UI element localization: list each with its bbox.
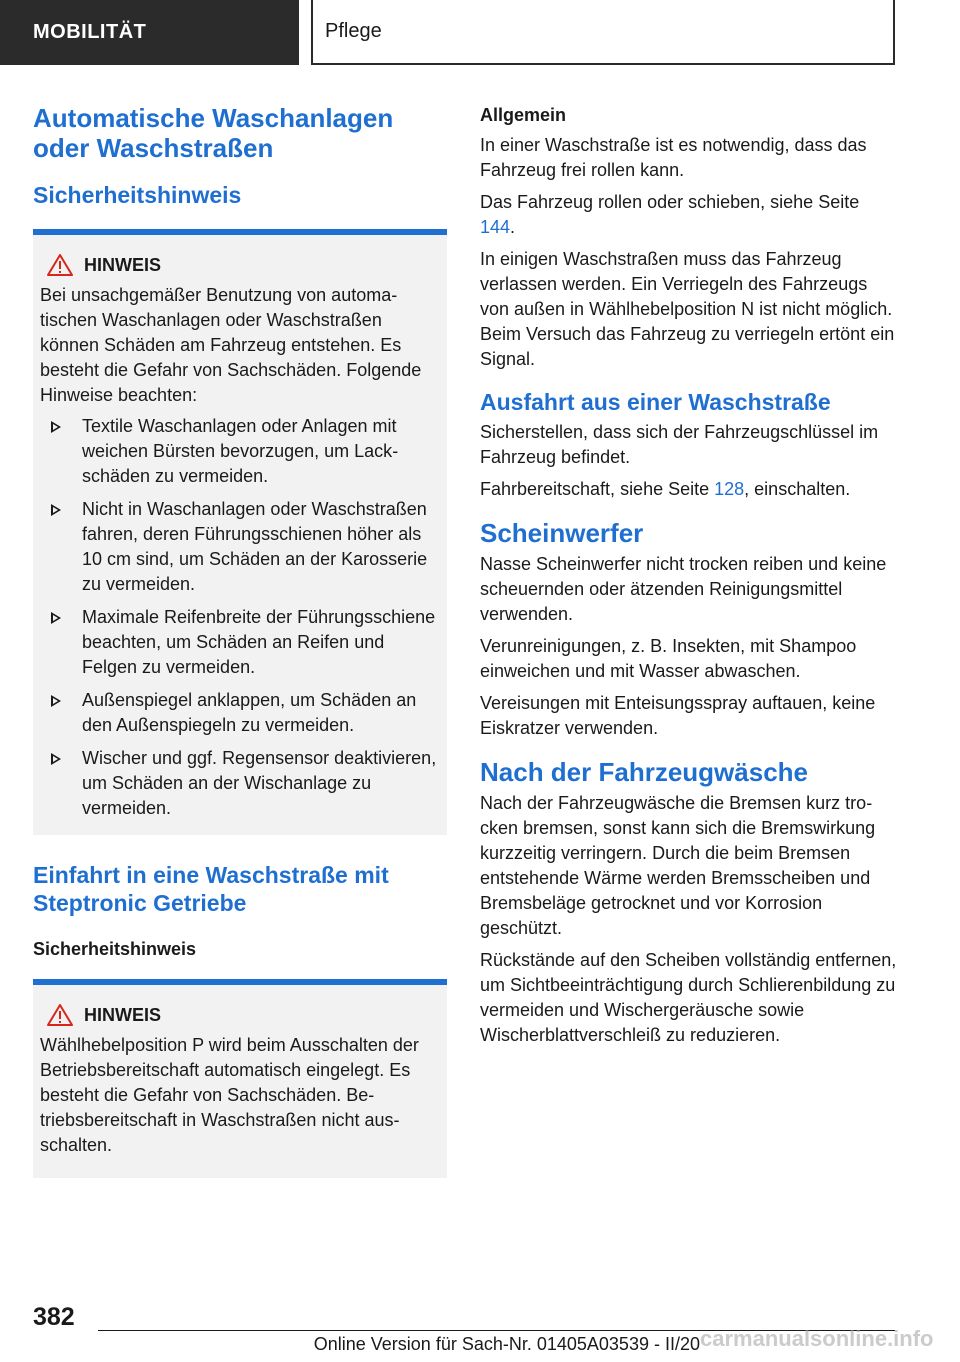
page-link-144[interactable]: 144: [480, 217, 511, 237]
headlights-title: Scheinwerfer: [480, 518, 644, 548]
warning-triangle-icon: [46, 253, 74, 277]
safety-subtitle-2: Sicherheitshinweis: [33, 939, 197, 959]
paragraph: Verunreinigungen, z. B. Insekten, mit Shampoo einweichen und mit Wasser abwaschen.: [480, 636, 857, 681]
chapter-tab[interactable]: [0, 0, 299, 65]
notice-text: Wählhebelposition P wird beim Ausschalten der Betriebsbereitschaft automatisch eingelegt. Es besteht die Gefahr von Sachschäden. Betriebsbereitschaft in Waschstraßen nicht ausschalten.: [40, 1035, 419, 1155]
chapter-label: MOBILITÄT: [33, 21, 147, 43]
paragraph: Sicherstellen, dass sich der Fahrzeugschlüssel im Fahrzeug befindet.: [480, 422, 879, 467]
paragraph: Fahrbereitschaft, siehe Seite 128, einschalten.: [480, 479, 851, 499]
main-title: Automatische Waschanlagen oder Waschstraßen: [33, 103, 394, 163]
list-item: Außenspiegel anklappen, um Schäden an den Außenspiegeln zu vermeiden.: [40, 688, 437, 738]
page-number: 382: [33, 1303, 75, 1331]
notice-header: [40, 1003, 437, 1027]
bullet-triangle-icon: [51, 695, 61, 707]
right-column: [480, 103, 898, 1055]
notice-title: HINWEIS: [84, 1004, 162, 1025]
bullet-triangle-icon: [51, 421, 61, 433]
notice-box-2: [33, 979, 447, 1178]
notice-header: [40, 253, 437, 277]
exit-title: Ausfahrt aus einer Waschstraße: [480, 389, 831, 415]
online-version-text: Online Version für Sach-Nr. 01405A03539 - II/20: [313, 1334, 700, 1354]
paragraph: Rückstände auf den Scheiben vollständig entfernen, um Sichtbeeinträchtigung durch Schlierenbildung zu vermeiden und Wischergeräusche sowie Wischerblattverschleiß zu reduzieren.: [480, 950, 897, 1045]
watermark: carmanualsonline.info: [700, 1326, 934, 1351]
section-header: [311, 0, 895, 65]
after-wash-title: Nach der Fahrzeugwäsche: [480, 757, 808, 787]
bullet-triangle-icon: [51, 753, 61, 765]
notice-box-1: [33, 229, 447, 835]
section-title-steptronic: Einfahrt in eine Waschstraße mit Steptronic Getriebe: [33, 862, 389, 916]
list-item: Wischer und ggf. Regensensor deaktivieren, um Schäden an der Wischanlage zu vermeiden.: [40, 746, 437, 821]
bullet-triangle-icon: [51, 612, 61, 624]
safety-subtitle: Sicherheitshinweis: [33, 182, 242, 208]
notice-text: Bei unsachgemäßer Benutzung von automatischen Waschanlagen oder Waschstraßen können Schäden am Fahrzeug entstehen. Es besteht die Gefahr von Sachschäden. Folgende Hinweise beachten:: [40, 285, 422, 405]
bullet-triangle-icon: [51, 504, 61, 516]
notice-list: [40, 414, 437, 821]
list-item: Nicht in Waschanlagen oder Waschstraßen fahren, deren Führungsschienen höher als 10 cm sind, um Schäden an der Karosserie zu vermeiden.: [40, 497, 437, 597]
paragraph: Nach der Fahrzeugwäsche die Bremsen kurz trocken bremsen, sonst kann sich die Bremswirkung kurzzeitig verringern. Durch die beim Bremsen entstehende Wärme werden Bremsscheiben und Bremsbeläge getrocknet und vor Korrosion geschützt.: [480, 793, 876, 938]
page-link-128[interactable]: 128: [714, 479, 745, 499]
paragraph: Das Fahrzeug rollen oder schieben, siehe Seite 144.: [480, 192, 860, 237]
paragraph: In einigen Waschstraßen muss das Fahrzeug verlassen werden. Ein Verriegeln des Fahrzeugs von außen in Wählhebelposition N ist nicht möglich. Beim Versuch das Fahrzeug zu verriegeln ertönt ein Signal.: [480, 249, 895, 369]
paragraph: In einer Waschstraße ist es notwendig, dass das Fahrzeug frei rollen kann.: [480, 135, 867, 180]
left-column: [33, 103, 447, 1178]
section-label: Pflege: [325, 20, 382, 42]
list-item: Maximale Reifenbreite der Führungsschiene beachten, um Schäden an Reifen und Felgen zu vermeiden.: [40, 605, 437, 680]
paragraph: Vereisungen mit Enteisungsspray auftauen, keine Eiskratzer verwenden.: [480, 693, 876, 738]
notice-title: HINWEIS: [84, 254, 162, 275]
warning-triangle-icon: [46, 1003, 74, 1027]
list-item: Textile Waschanlagen oder Anlagen mit weichen Bürsten bevorzugen, um Lackschäden zu vermeiden.: [40, 414, 437, 489]
general-title: Allgemein: [480, 105, 567, 125]
paragraph: Nasse Scheinwerfer nicht trocken reiben und keine scheuernden oder ätzenden Reinigungsmittel verwenden.: [480, 554, 887, 624]
